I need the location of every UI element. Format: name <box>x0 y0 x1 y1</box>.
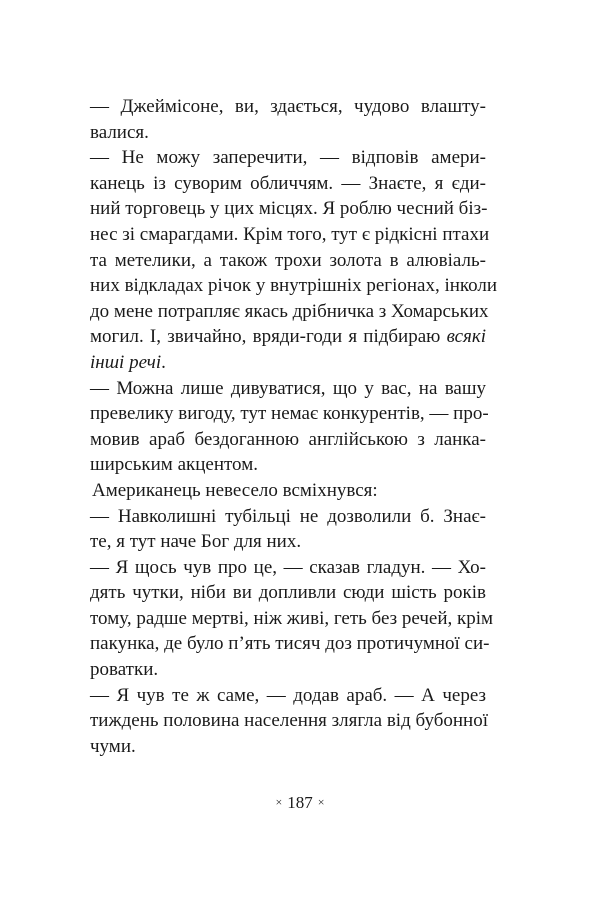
text-line <box>90 452 486 478</box>
line-text: могил. І, звичайно, вряди-годи я підбираю <box>90 326 441 348</box>
text-line <box>90 94 486 120</box>
ornament-right: × <box>317 795 325 809</box>
text-line <box>90 299 489 325</box>
text-line <box>90 248 486 274</box>
text-line <box>90 427 486 453</box>
text-line <box>90 350 486 376</box>
text-line <box>90 120 486 146</box>
line-text: них відкладах річок у внутрішніх регіонах, інколи <box>90 275 498 297</box>
line-text: Американець невесело всміхнувся: <box>92 479 378 501</box>
text-line <box>90 580 486 606</box>
line-text: канець із суворим обличчям. — Знаєте, я єди- <box>90 172 486 194</box>
text-line <box>90 555 486 581</box>
text-line <box>90 657 486 683</box>
line-text: тому, радше мертві, ніж живі, геть без речей, крім <box>90 607 494 629</box>
text-line <box>90 273 498 299</box>
text-line <box>90 171 486 197</box>
line-text: ширським акцентом. <box>90 454 258 476</box>
line-text: тиждень половина населення злягла від бубонної <box>90 710 488 732</box>
line-text: — Я щось чув про це, — сказав гладун. — Хо- <box>90 556 486 578</box>
line-text: роватки. <box>90 659 159 681</box>
line-text: те, я тут наче Бог для них. <box>90 531 302 553</box>
text-line <box>90 196 486 222</box>
text-line <box>90 504 486 530</box>
line-text: — Навколишні тубільці не дозволили б. Знає- <box>90 505 486 527</box>
line-text: — Не можу заперечити, — відповів амери- <box>90 147 486 169</box>
line-text: дять чутки, ніби ви допливли сюди шість років <box>90 582 486 604</box>
text-line <box>90 478 486 504</box>
page-number: 187 <box>287 793 313 812</box>
text-line <box>90 401 489 427</box>
text-line <box>90 631 490 657</box>
line-text: нес зі смарагдами. Крім того, тут є рідкісні птахи <box>90 223 490 245</box>
text-line <box>90 529 486 555</box>
text-line <box>90 734 486 760</box>
line-text: валися. <box>90 121 149 143</box>
page-footer <box>0 793 600 813</box>
text-line <box>90 708 486 734</box>
ornament-left: × <box>275 795 283 809</box>
text-line <box>90 606 494 632</box>
line-text: — Можна лише дивуватися, що у вас, на вашу <box>90 377 486 399</box>
line-text: до мене потрапляє якась дрібничка з Хомарських <box>90 300 489 322</box>
text-line <box>90 222 490 248</box>
text-line <box>90 683 486 709</box>
line-text: та метелики, а також трохи золота в алювіаль- <box>90 249 486 271</box>
line-text: ний торговець у цих місцях. Я роблю чесний біз- <box>90 198 488 220</box>
line-text: чуми. <box>90 735 136 757</box>
line-text: — Я чув те ж саме, — додав араб. — А через <box>90 684 486 706</box>
line-text: . <box>161 351 166 373</box>
line-text: пакунка, де було п’ять тисяч доз протичумної си- <box>90 633 490 655</box>
italic-text: всякі <box>446 326 487 348</box>
line-text: — Джеймісоне, ви, здається, чудово влашту- <box>90 96 486 117</box>
line-text: превелику вигоду, тут немає конкурентів, — про- <box>90 403 489 425</box>
line-text: мовив араб бездоганною англійською з ланка- <box>90 428 486 450</box>
text-line <box>90 145 486 171</box>
italic-text: інші речі <box>90 351 162 373</box>
body-text <box>90 94 498 759</box>
text-line <box>90 324 486 350</box>
text-line <box>90 376 486 402</box>
